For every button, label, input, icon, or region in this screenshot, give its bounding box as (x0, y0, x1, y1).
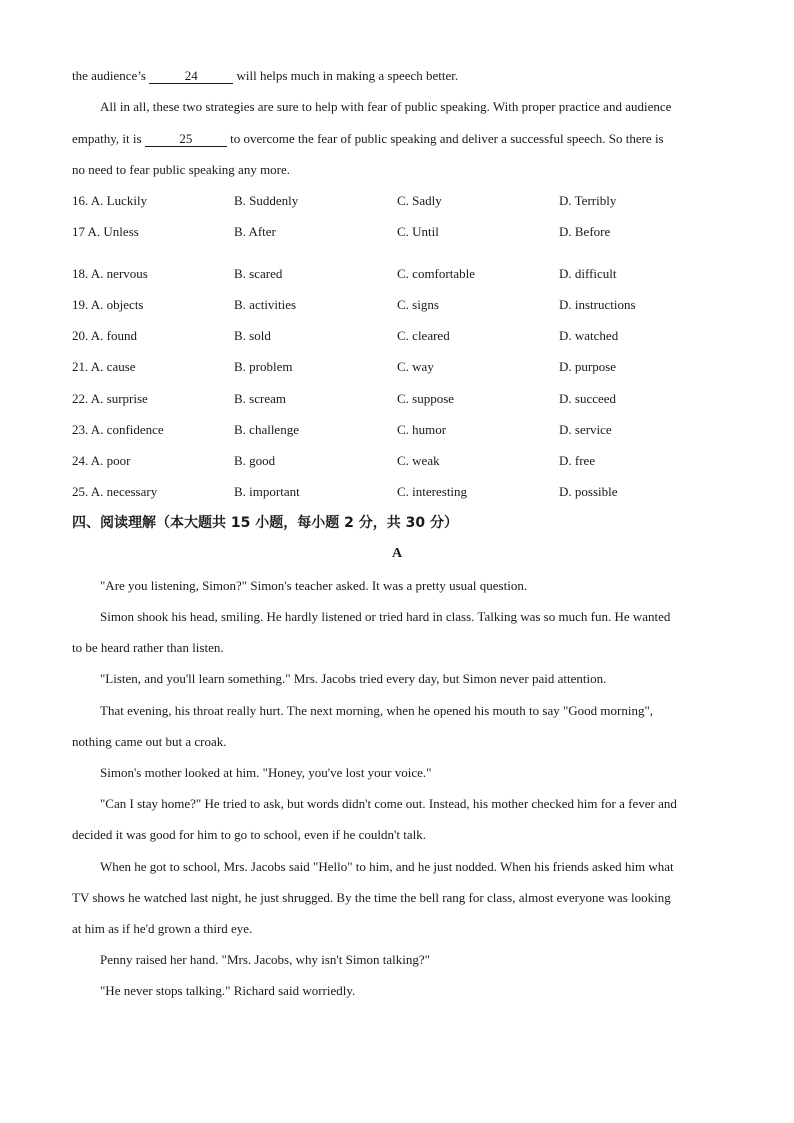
option-c: C. Sadly (397, 193, 442, 208)
question-17-options (72, 224, 732, 240)
question-20-options (72, 328, 732, 344)
passage-line (72, 68, 458, 84)
story-line: "Can I stay home?" He tried to ask, but words didn't come out. Instead, his mother checked him for a fever and (100, 796, 677, 811)
option-c: C. suppose (397, 391, 455, 406)
option-a: 18. A. nervous (72, 266, 148, 281)
option-c: C. Until (397, 224, 439, 239)
story-line: "He never stops talking." Richard said worriedly. (100, 983, 356, 998)
story-line: Simon shook his head, smiling. He hardly listened or tried hard in class. Talking was so much fun. He wanted (100, 609, 671, 624)
option-d: D. instructions (559, 297, 636, 312)
option-d: D. difficult (559, 266, 617, 281)
option-a: 23. A. confidence (72, 422, 164, 437)
option-b: B. important (234, 484, 300, 499)
option-a: 20. A. found (72, 328, 137, 343)
option-c: C. interesting (397, 484, 468, 499)
option-b: B. sold (234, 328, 271, 343)
option-d: D. purpose (559, 359, 617, 374)
option-a: 22. A. surprise (72, 391, 148, 406)
option-a: 17 A. Unless (72, 224, 139, 239)
option-b: B. After (234, 224, 276, 239)
text-segment: to overcome the fear of public speaking and deliver a successful speech. So there is (226, 131, 664, 146)
question-21-options (72, 359, 732, 375)
option-b: B. challenge (234, 422, 299, 437)
option-d: D. Before (559, 224, 611, 239)
option-b: B. problem (234, 359, 293, 374)
story-line: to be heard rather than listen. (72, 640, 224, 655)
question-24-options (72, 453, 732, 469)
option-a: 19. A. objects (72, 297, 144, 312)
story-line: That evening, his throat really hurt. The next morning, when he opened his mouth to say "Good morning", (100, 703, 654, 718)
passage-line: no need to fear public speaking any more. (72, 162, 291, 177)
option-c: C. way (397, 359, 434, 374)
option-c: C. comfortable (397, 266, 475, 281)
story-line: When he got to school, Mrs. Jacobs said "Hello" to him, and he just nodded. When his friends asked him what (100, 859, 674, 874)
option-d: D. possible (559, 484, 618, 499)
option-a: 21. A. cause (72, 359, 136, 374)
story-line: nothing came out but a croak. (72, 734, 227, 749)
story-line: at him as if he'd grown a third eye. (72, 921, 253, 936)
section-heading: 四、阅读理解（本大题共 15 小题，每小题 2 分，共 30 分） (72, 515, 458, 531)
option-b: B. good (234, 453, 276, 468)
text-segment: the audience’s (72, 68, 150, 83)
story-line: "Listen, and you'll learn something." Mrs. Jacobs tried every day, but Simon never paid attention. (100, 671, 607, 686)
question-25-options (72, 484, 732, 500)
passage-label: A (391, 546, 403, 561)
question-18-options (72, 266, 732, 282)
option-d: D. Terribly (559, 193, 617, 208)
blank-25: 25 (145, 132, 227, 147)
story-line: decided it was good for him to go to school, even if he couldn't talk. (72, 827, 426, 842)
passage-line (72, 131, 664, 147)
story-line: TV shows he watched last night, he just shrugged. By the time the bell rang for class, almost everyone was looking (72, 890, 671, 905)
option-d: D. service (559, 422, 612, 437)
option-b: B. Suddenly (234, 193, 299, 208)
option-b: B. scream (234, 391, 286, 406)
story-line: Penny raised her hand. "Mrs. Jacobs, why isn't Simon talking?" (100, 952, 430, 967)
option-b: B. scared (234, 266, 283, 281)
option-b: B. activities (234, 297, 297, 312)
option-c: C. signs (397, 297, 439, 312)
option-d: D. free (559, 453, 596, 468)
option-c: C. humor (397, 422, 447, 437)
passage-line: All in all, these two strategies are sure to help with fear of public speaking. With proper practice and audience (100, 99, 672, 114)
story-line: "Are you listening, Simon?" Simon's teacher asked. It was a pretty usual question. (100, 578, 528, 593)
option-c: C. weak (397, 453, 440, 468)
option-a: 16. A. Luckily (72, 193, 148, 208)
question-22-options (72, 391, 732, 407)
option-c: C. cleared (397, 328, 450, 343)
option-a: 25. A. necessary (72, 484, 158, 499)
option-d: D. succeed (559, 391, 617, 406)
text-segment: will helps much in making a speech better. (233, 68, 459, 83)
text-segment: empathy, it is (72, 131, 145, 146)
question-23-options (72, 422, 732, 438)
option-a: 24. A. poor (72, 453, 131, 468)
option-d: D. watched (559, 328, 619, 343)
question-19-options (72, 297, 732, 313)
blank-24: 24 (149, 69, 233, 84)
story-line: Simon's mother looked at him. "Honey, you've lost your voice." (100, 765, 432, 780)
question-16-options (72, 193, 732, 209)
